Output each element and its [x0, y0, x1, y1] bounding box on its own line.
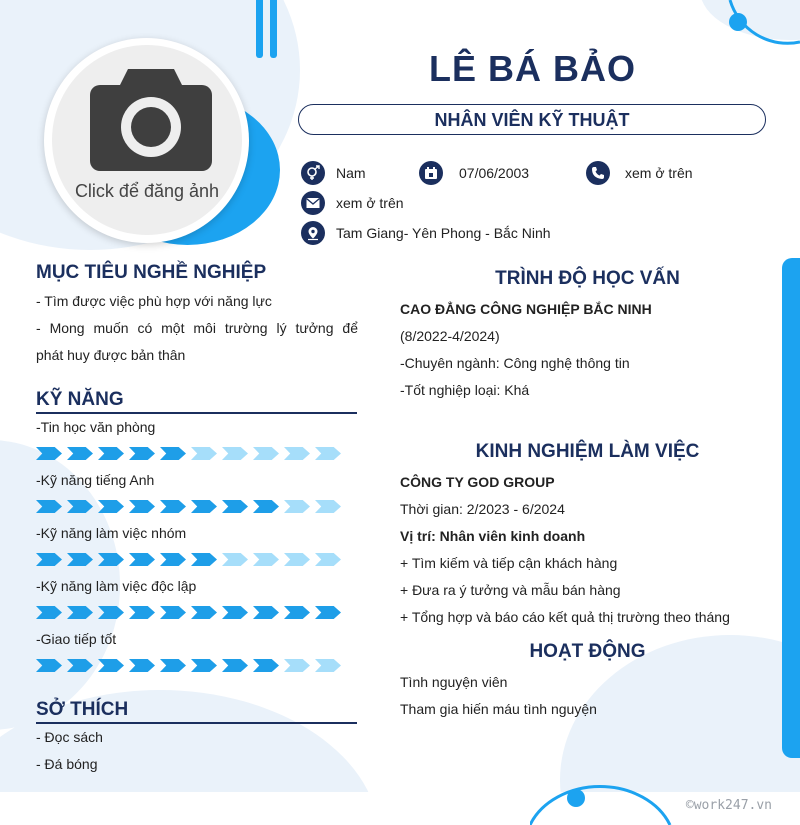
- education-school: CAO ĐẲNG CÔNG NGHIỆP BẮC NINH: [400, 301, 652, 317]
- skill-chevron: [284, 500, 310, 513]
- skill-chevron: [253, 606, 279, 619]
- education-period: (8/2022-4/2024): [400, 328, 500, 344]
- phone-icon: [586, 161, 610, 185]
- info-email: xem ở trên: [336, 195, 404, 211]
- objective-line: - Mong muốn có một môi trường lý tưởng để: [36, 320, 358, 336]
- skill-chevron: [222, 500, 248, 513]
- skill-level-bar: [36, 659, 341, 672]
- skill-chevron: [160, 553, 186, 566]
- skill-chevron: [98, 553, 124, 566]
- skill-chevron: [284, 659, 310, 672]
- skill-chevron: [67, 606, 93, 619]
- education-major: -Chuyên ngành: Công nghệ thông tin: [400, 355, 630, 371]
- experience-duty: + Tổng hợp và báo cáo kết quả thị trường theo tháng: [400, 609, 730, 625]
- location-icon: [301, 221, 325, 245]
- hobbies-divider: [36, 722, 357, 724]
- skill-chevron: [36, 659, 62, 672]
- skill-level-bar: [36, 553, 341, 566]
- skill-chevron: [98, 606, 124, 619]
- decor-circle-top-right: [720, 0, 800, 50]
- skill-chevron: [315, 606, 341, 619]
- skill-chevron: [284, 606, 310, 619]
- info-phone: xem ở trên: [625, 165, 693, 181]
- skill-chevron: [36, 553, 62, 566]
- skill-chevron: [222, 447, 248, 460]
- skill-label: -Giao tiếp tốt: [36, 631, 117, 647]
- skill-chevron: [98, 500, 124, 513]
- activity-item: Tham gia hiến máu tình nguyện: [400, 701, 597, 717]
- skill-chevron: [129, 447, 155, 460]
- skill-chevron: [160, 606, 186, 619]
- photo-caption: Click để đăng ảnh: [74, 181, 220, 201]
- info-birthdate: 07/06/2003: [459, 165, 530, 181]
- skills-title: KỸ NĂNG: [36, 389, 124, 410]
- skill-chevron: [67, 659, 93, 672]
- job-title: NHÂN VIÊN KỸ THUẬT: [298, 104, 766, 135]
- skill-chevron: [191, 500, 217, 513]
- hobbies-title: SỞ THÍCH: [36, 699, 129, 720]
- objective-line: phát huy được bản thân: [36, 347, 186, 363]
- skill-chevron: [253, 553, 279, 566]
- skill-chevron: [98, 659, 124, 672]
- skill-chevron: [284, 447, 310, 460]
- photo-upload[interactable]: [52, 45, 242, 235]
- skill-chevron: [253, 659, 279, 672]
- bg-white-strip: [0, 792, 800, 825]
- skill-chevron: [67, 500, 93, 513]
- skill-chevron: [36, 447, 62, 460]
- skill-chevron: [129, 500, 155, 513]
- calendar-icon: [419, 161, 443, 185]
- experience-duty: + Tìm kiếm và tiếp cận khách hàng: [400, 555, 618, 571]
- skill-chevron: [222, 606, 248, 619]
- skill-chevron: [129, 553, 155, 566]
- education-title: TRÌNH ĐỘ HỌC VẤN: [495, 268, 680, 289]
- right-accent-bar: [782, 258, 800, 758]
- skill-chevron: [129, 659, 155, 672]
- skill-chevron: [191, 659, 217, 672]
- activity-item: Tình nguyện viên: [400, 674, 508, 690]
- objective-line: - Tìm được việc phù hợp với năng lực: [36, 293, 272, 309]
- skill-chevron: [222, 553, 248, 566]
- skill-chevron: [191, 606, 217, 619]
- education-grade: -Tốt nghiệp loại: Khá: [400, 382, 530, 398]
- header-bar-1: [256, 0, 263, 58]
- skill-label: -Kỹ năng làm việc nhóm: [36, 525, 187, 541]
- skill-chevron: [222, 659, 248, 672]
- hobby-item: - Đọc sách: [36, 729, 103, 745]
- skill-chevron: [98, 447, 124, 460]
- skill-chevron: [253, 447, 279, 460]
- skill-chevron: [315, 659, 341, 672]
- skill-level-bar: [36, 447, 341, 460]
- skills-divider: [36, 412, 357, 414]
- info-gender: Nam: [336, 165, 366, 181]
- gender-icon: [301, 161, 325, 185]
- skill-chevron: [67, 447, 93, 460]
- email-icon: [301, 191, 325, 215]
- skill-level-bar: [36, 606, 341, 619]
- skill-chevron: [160, 659, 186, 672]
- camera-icon: [88, 65, 214, 175]
- skill-level-bar: [36, 500, 341, 513]
- hobby-item: - Đá bóng: [36, 756, 98, 772]
- skill-chevron: [36, 500, 62, 513]
- skill-chevron: [315, 447, 341, 460]
- skill-chevron: [191, 447, 217, 460]
- experience-duty: + Đưa ra ý tưởng và mẫu bán hàng: [400, 582, 621, 598]
- skill-chevron: [191, 553, 217, 566]
- skill-label: -Kỹ năng làm việc độc lập: [36, 578, 197, 594]
- objective-title: MỤC TIÊU NGHỀ NGHIỆP: [36, 262, 267, 283]
- info-address: Tam Giang- Yên Phong - Bắc Ninh: [336, 225, 551, 241]
- experience-time: Thời gian: 2/2023 - 6/2024: [400, 501, 565, 517]
- skill-chevron: [284, 553, 310, 566]
- experience-position: Vị trí: Nhân viên kinh doanh: [400, 528, 586, 544]
- experience-title: KINH NGHIỆM LÀM VIỆC: [475, 441, 700, 462]
- skill-chevron: [253, 500, 279, 513]
- watermark: ©work247.vn: [685, 798, 772, 813]
- skill-chevron: [315, 500, 341, 513]
- skill-chevron: [315, 553, 341, 566]
- skill-label: -Tin học văn phòng: [36, 419, 156, 435]
- decor-circle-bottom: [530, 780, 680, 825]
- activities-title: HOẠT ĐỘNG: [529, 641, 646, 662]
- skill-chevron: [36, 606, 62, 619]
- experience-company: CÔNG TY GOD GROUP: [400, 474, 555, 490]
- header-bar-2: [270, 0, 277, 58]
- candidate-name: LÊ BÁ BẢO: [429, 48, 636, 89]
- skill-chevron: [129, 606, 155, 619]
- skill-label: -Kỹ năng tiếng Anh: [36, 472, 155, 488]
- skill-chevron: [160, 500, 186, 513]
- skill-chevron: [67, 553, 93, 566]
- skill-chevron: [160, 447, 186, 460]
